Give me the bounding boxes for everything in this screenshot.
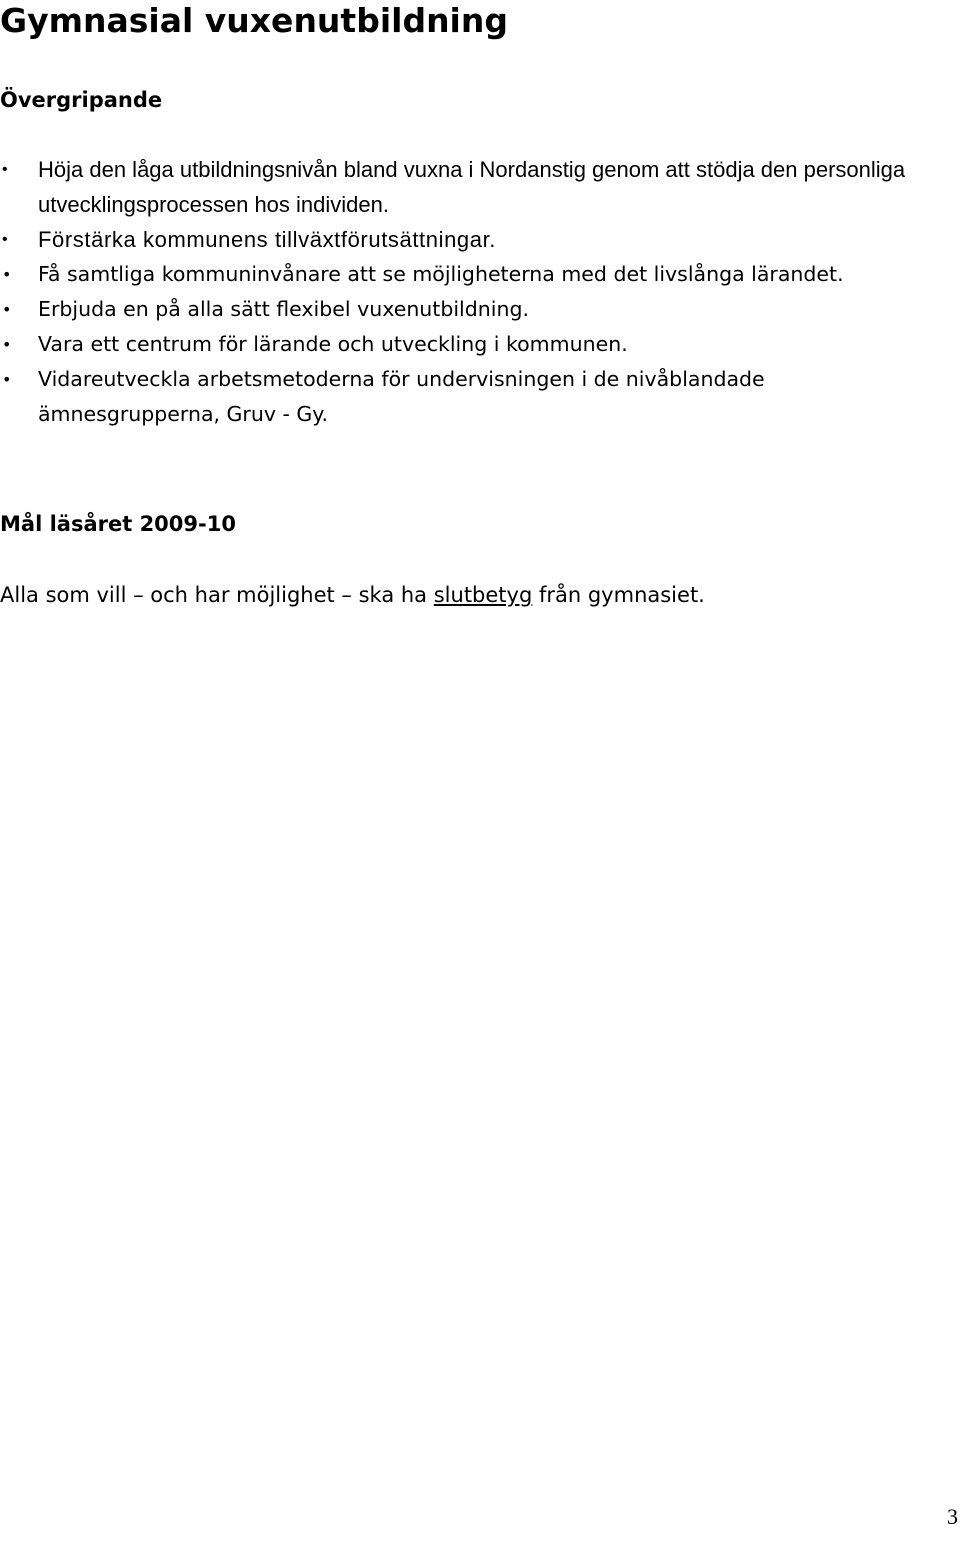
list-item — [0, 257, 960, 292]
bullet-icon: • — [2, 300, 12, 319]
page-title: Gymnasial vuxenutbildning — [0, 1, 508, 40]
list-item — [0, 292, 960, 327]
goal-text-underlined: slutbetyg — [433, 583, 533, 607]
bullet-icon: • — [2, 231, 9, 248]
goals-bullet-list — [0, 152, 960, 432]
page-number: 3 — [947, 1504, 958, 1529]
bullet-icon: • — [2, 370, 12, 389]
list-item — [0, 222, 960, 257]
section-heading-overall: Övergripande — [0, 88, 163, 112]
list-item-text: Erbjuda en på alla sätt flexibel vuxenutbildning. — [38, 297, 529, 321]
list-item-text: Vidareutveckla arbetsmetoderna för undervisningen i de nivåblandade ämnesgrupperna, Gruv - Gy. — [38, 367, 765, 426]
list-item — [0, 152, 960, 222]
bullet-icon: • — [2, 265, 12, 284]
list-item-text: Höja den låga utbildningsnivån bland vuxna i Nordanstig genom att stödja den personliga utvecklingsprocessen hos individen. — [38, 157, 906, 217]
list-item-text: Vara ett centrum för lärande och utveckling i kommunen. — [38, 332, 628, 356]
list-item-text: Få samtliga kommuninvånare att se möjligheterna med det livslånga lärandet. — [38, 262, 844, 286]
list-item — [0, 327, 960, 362]
goal-text-start: Alla som vill – och har möjlighet – ska ha — [0, 583, 434, 607]
bullet-icon: • — [2, 161, 8, 178]
list-item-text: Förstärka kommunens tillväxtförutsättningar. — [38, 227, 497, 252]
goal-statement — [0, 578, 705, 613]
list-item — [0, 362, 960, 432]
section-heading-goal-year: Mål läsåret 2009-10 — [0, 512, 236, 536]
goal-text-end: från gymnasiet. — [532, 583, 705, 607]
bullet-icon: • — [2, 335, 12, 354]
